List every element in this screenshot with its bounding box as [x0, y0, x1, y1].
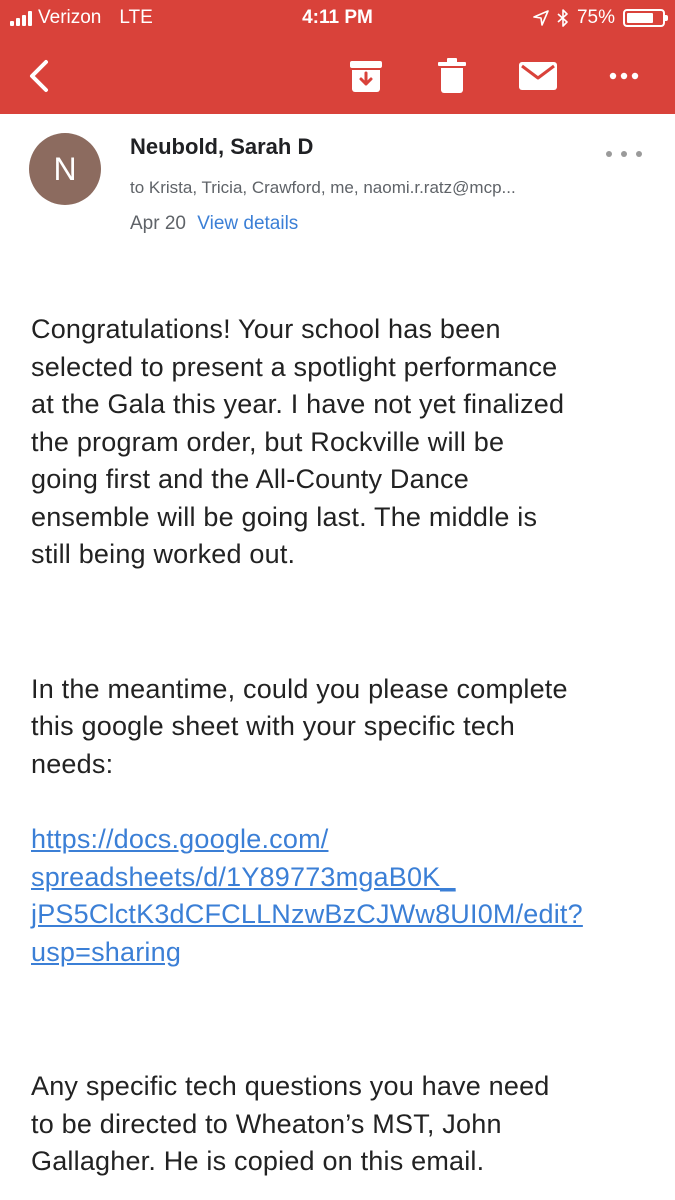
status-bar [0, 0, 675, 38]
battery-icon [623, 9, 665, 27]
body-paragraph: Congratulations! Your school has been selected to present a spotlight performance at the Gala this year. I have not yet finalized the program order, but Rockville will be going first and the All-County Dance ensemble will be going last. The middle is still being worked out. [31, 314, 565, 569]
more-dot-icon [636, 151, 642, 157]
body-paragraph: Any specific tech questions you have need to be directed to Wheaton’s MST, John Gallagher. He is copied on this email. [31, 1071, 550, 1176]
more-dot-icon [606, 151, 612, 157]
message-body [31, 311, 656, 1181]
message-date: Apr 20 [130, 213, 186, 234]
archive-icon [348, 58, 384, 94]
carrier-name: Verizon [38, 7, 102, 28]
status-right [533, 7, 665, 29]
avatar[interactable]: N [29, 133, 101, 205]
network-type: LTE [119, 7, 153, 28]
status-time: 4:11 PM [302, 7, 373, 28]
battery-fill [627, 13, 653, 23]
more-options-button[interactable] [598, 50, 650, 102]
sender-name: Neubold, Sarah D [130, 134, 314, 159]
back-button[interactable] [14, 50, 66, 102]
battery-percent: 75% [576, 7, 615, 28]
archive-button[interactable] [340, 50, 392, 102]
mail-icon [518, 61, 558, 91]
recipients-line[interactable]: to Krista, Tricia, Crawford, me, naomi.r.ratz@mcp... [130, 178, 516, 197]
more-horizontal-icon [609, 72, 639, 80]
mark-unread-button[interactable] [512, 50, 564, 102]
location-arrow-icon [533, 10, 549, 26]
delete-button[interactable] [426, 50, 478, 102]
toolbar [0, 38, 675, 114]
bluetooth-icon [557, 9, 569, 27]
date-line [130, 213, 298, 235]
more-dot-icon [621, 151, 627, 157]
view-details-link[interactable]: View details [197, 213, 299, 234]
message-more-button[interactable] [606, 144, 642, 164]
google-sheet-link[interactable]: https://docs.google.com/ spreadsheets/d/1Y89773mgaB0K_ jPS5ClctK3dCFCLLNzwBzCJWw8UI0M/edit? usp=sharing [31, 824, 583, 967]
trash-icon [437, 58, 467, 94]
chevron-left-icon [26, 59, 54, 93]
app-header [0, 0, 675, 114]
body-paragraph: In the meantime, could you please complete this google sheet with your specific tech needs: [31, 673, 568, 779]
